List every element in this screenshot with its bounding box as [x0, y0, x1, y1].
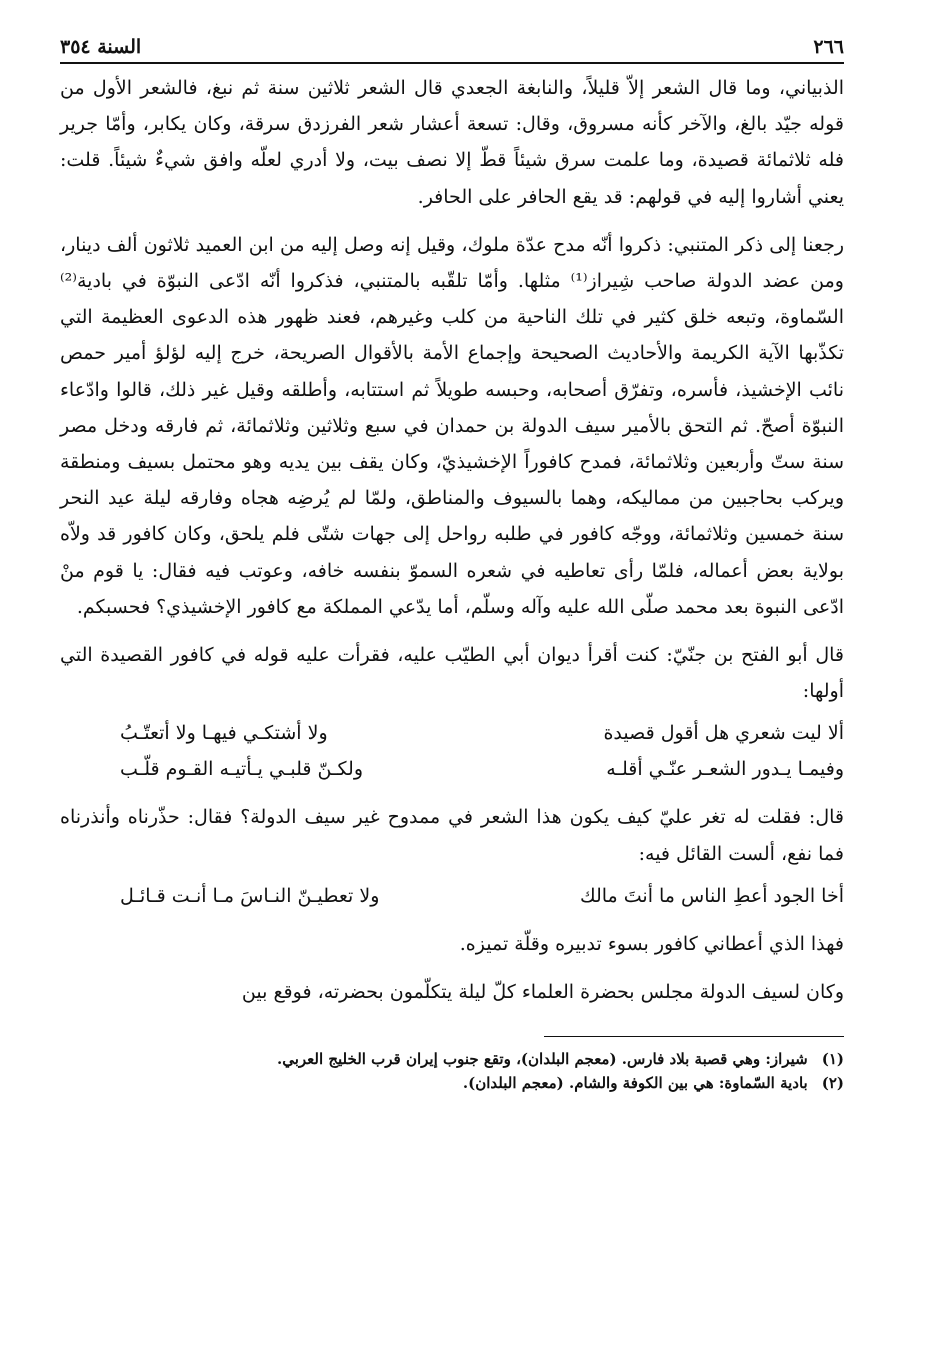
year-label: السنة ٣٥٤: [60, 36, 142, 58]
footnote-1: [60, 1047, 844, 1071]
footnote-number: (٢): [821, 1074, 844, 1093]
verse-first-half: أخا الجود أعطِ الناس ما أنتَ مالك: [579, 884, 844, 907]
paragraph-1: الذبياني، وما قال الشعر إلاّ قليلاً، والنابغة الجعدي قال الشعر ثلاثين سنة ثم نبغ، فالشعر الأول من قوله جيّد بالغ، والآخر كأنه مسروق، وقال: تسعة أعشار شعر الفرزدق سرقة، وكان يكابر، وأمّا جرير فله ثلاثمائة قصيدة، وما علمت سرق شيئاً قطّ إلا نصف بيت، ولا أدري لعلّه وافق شيءٌ شيئاً. قلت: يعني أشاروا إليه في قولهم: قد يقع الحافر على الحافر.: [60, 77, 844, 208]
verse-first-half: ألا ليت شعري هل أقول قصيدة: [603, 722, 844, 745]
paragraph-6: وكان لسيف الدولة مجلس بحضرة العلماء كلّ ليلة يتكلّمون بحضرته، فوقع بين: [241, 981, 844, 1004]
footnotes: [60, 1047, 844, 1095]
verse-first-half: وفيمـا يـدور الشعـر عنّـي أقلـه: [606, 758, 844, 781]
footnote-text: شيراز: وهي قصبة بلاد فارس. (معجم البلدان)، وتقع جنوب إيران قرب الخليج العربي.: [276, 1050, 808, 1069]
footnote-number: (١): [821, 1050, 844, 1069]
paragraph-4: قال: فقلت له تغر عليّ كيف يكون هذا الشعر في ممدوح غير سيف الدولة؟ فقال: حذّرناه وأنذرناه فما نفع، ألست القائل فيه:: [60, 806, 844, 865]
footnote-2: [60, 1071, 844, 1095]
book-page: [60, 28, 844, 1095]
verse-second-half: ولا أشتكـي فيهـا ولا أتعتّـبُ: [120, 722, 328, 745]
verse-second-half: ولكـنّ قلبـي يـأتيـه القـوم قلّـب: [120, 758, 363, 781]
main-text: [60, 70, 844, 1010]
poem-2: [60, 878, 844, 914]
verse-second-half: ولا تعطيـنّ النـاسَ مـا أنـت قـائـل: [120, 884, 380, 907]
footnote-text: بادية السّماوة: هي بين الكوفة والشام. (معجم البلدان).: [462, 1074, 808, 1093]
paragraph-5: فهذا الذي أعطاني كافور بسوء تدبيره وقلّة تميزه.: [459, 932, 844, 955]
poem-1: [60, 715, 844, 787]
verse-line: [60, 878, 844, 914]
verse-line: [60, 751, 844, 787]
paragraph-2: رجعنا إلى ذكر المتنبي: ذكروا أنّه مدح عدّة ملوك، وقيل إنه وصل إليه من ابن العميد ثلاثون ألف دينار، ومن عضد الدولة صاحب شِيراز⁽¹⁾ مثلها. وأمّا تلقّبه بالمتنبي، فذكروا أنّه ادّعى النبوّة في بادية⁽²⁾ السّماوة، وتبعه خلق كثير في تلك الناحية من كلب وغيرهم، فعند ظهور هذه الدعوى العظيمة التي تكذّبها الآية الكريمة والأحاديث الصحيحة وإجماع الأمة بالأقوال الصريحة، خرج إليه لؤلؤ أمير حمص نائب الإخشيذ، فأسره، وتفرّق أصحابه، وحبسه طويلاً ثم استتابه، وأطلقه وقيل غير ذلك، قالوا وادّعاء النبوّة أصحّ. ثم التحق بالأمير سيف الدولة بن حمدان في سبع وثلاثين وثلاثمائة، ثم فارقه ودخل مصر سنة ستّ وأربعين وثلاثمائة، فمدح كافوراً الإخشيذيّ، وكان يقف بين يديه وهو محتمل بسيف ومنطقة ويركب بحاجبين من مماليكه، وهما بالسيوف والمناطق، ولمّا لم يُرضِه هجاه وفارقه ليلة عيد النحر سنة خمسين وثلاثمائة، ووجّه كافور في طلبه رواحل إلى جهات شتّى فلم يلحق، وكان كافور قد ولاّه بولاية بعض أعماله، فلمّا رأى تعاطيه في شعره السموّ بنفسه خافه، وعوتب فيه فقال: يا قوم منْ ادّعى النبوة بعد محمد صلّى الله عليه وآله وسلّم، أما يدّعي المملكة مع كافور الإخشيذي؟ فحسبكم.: [60, 233, 844, 618]
footnote-divider: [544, 1036, 844, 1037]
verse-line: [60, 715, 844, 751]
paragraph-3: قال أبو الفتح بن جنّيّ: كنت أقرأ ديوان أبي الطيّب عليه، فقرأت عليه قوله في كافور القصيدة التي أولها:: [60, 644, 844, 703]
page-number: ٢٦٦: [813, 36, 844, 58]
page-header: [60, 28, 844, 64]
